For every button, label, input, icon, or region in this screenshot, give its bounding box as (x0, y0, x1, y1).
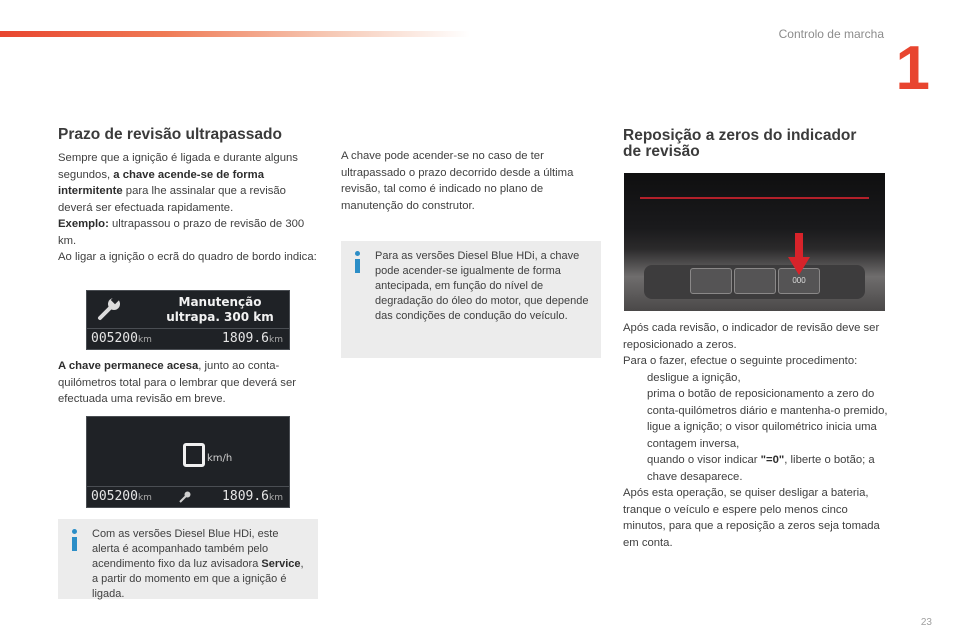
text: ultrapassou o prazo de revisão de 300 km. (58, 218, 305, 247)
emphasis: A chave permanece acesa (58, 360, 199, 372)
instrument-display-speed (86, 416, 290, 508)
info-icon (351, 251, 365, 273)
text: , a partir do momento em que a ignição é ligada. (92, 558, 304, 600)
title-line: de revisão (623, 143, 700, 160)
header-accent-bar (0, 31, 470, 37)
key-may-light-paragraph: A chave pode acender-se no caso de ter ultrapassado o prazo decorrido desde a última revisão, tal como é indicado no plano de manutenção do construtor. (341, 150, 574, 212)
trip-meter: 1809.6 (222, 489, 270, 504)
service-label: Service (261, 558, 301, 570)
step-text: quando o visor indicar (647, 454, 761, 466)
step-text: prima o botão de reposicionamento a zero do conta-quilómetros diário e mantenha-o premido, (647, 388, 888, 417)
step-text: ligue a ignição; o visor quilométrico inicia uma contagem inversa, (647, 421, 877, 450)
maintenance-line1: Manutenção (178, 295, 262, 309)
speed-unit: km/h (207, 453, 233, 464)
procedure-steps (623, 370, 891, 486)
info-text: Para as versões Diesel Blue HDi, a chave pode acender-se igualmente de forma antecipada, em função do nível de degradação do óleo do motor, que depende das condições de condução do veículo. (375, 250, 589, 322)
odometer-total: 005200 (91, 331, 138, 346)
wrench-icon (97, 297, 123, 321)
odometer-strip (87, 328, 289, 349)
emphasis: a chave acende-se de forma intermitente (58, 168, 264, 197)
odometer-total: 005200 (91, 489, 138, 504)
trip-meter: 1809.6 (222, 331, 270, 346)
info-icon (68, 529, 82, 551)
title-line: Reposição a zeros do indicador (623, 127, 857, 144)
chapter-number: 1 (895, 34, 930, 103)
maintenance-line2: ultrapa. 300 km (166, 310, 274, 324)
unit: km (269, 335, 283, 345)
text: , junto ao conta-quilómetros total para o lembrar que deverá ser efectuada uma revisão em breve. (58, 360, 296, 405)
info-box-diesel (341, 241, 601, 358)
example-label: Exemplo: (58, 218, 109, 230)
odometer-strip (87, 486, 289, 507)
text: para lhe assinalar que a revisão deverá ser efectuada rapidamente. (58, 185, 286, 214)
list-item (623, 386, 891, 419)
display-value: "=0" (760, 454, 785, 466)
list-item (623, 370, 891, 387)
unit: km (269, 493, 283, 503)
reset-button: 000 (778, 268, 820, 294)
after-reset-paragraph: Após esta operação, se quiser desligar a bateria, tranque o veículo e espere pelo menos cinco minutos, para que a reposição a zeros seja tomada em conta. (623, 487, 880, 549)
dashboard-button-photo (624, 173, 885, 311)
wrench-small-icon (179, 491, 191, 503)
overdue-title: Prazo de revisão ultrapassado (58, 126, 282, 143)
section-title: Controlo de marcha (778, 27, 884, 41)
step-text: , liberte o botão; a chave desaparece. (647, 454, 875, 483)
instrument-display-maintenance (86, 290, 290, 350)
overdue-paragraph (58, 150, 320, 266)
display-red-line (640, 197, 869, 199)
arrow-down-icon (788, 233, 810, 275)
info-box-service-light (58, 519, 318, 599)
page-number: 23 (920, 617, 932, 628)
list-item (623, 452, 891, 485)
key-remains-paragraph (58, 358, 320, 408)
text: Ao ligar a ignição o ecrã do quadro de bordo indica: (58, 251, 317, 263)
reset-title (623, 128, 893, 160)
procedure-intro: Para o fazer, efectue o seguinte procedimento: (623, 355, 858, 367)
step-text: desligue a ignição, (647, 371, 741, 384)
text: Com as versões Diesel Blue HDi, este alerta é acompanhado também pelo acendimento fixo da luz avisadora (92, 528, 279, 570)
list-item (623, 419, 891, 452)
panel-button (734, 268, 776, 294)
reset-intro: Após cada revisão, o indicador de revisão deve ser reposicionado a zeros. (623, 322, 880, 351)
text: Sempre que a ignição é ligada e durante alguns segundos, (58, 152, 298, 181)
panel-button (690, 268, 732, 294)
unit: km (137, 493, 152, 503)
unit: km (137, 335, 152, 345)
reset-instructions (623, 320, 891, 551)
speed-digit-zero (183, 443, 205, 467)
info-text (92, 527, 308, 602)
